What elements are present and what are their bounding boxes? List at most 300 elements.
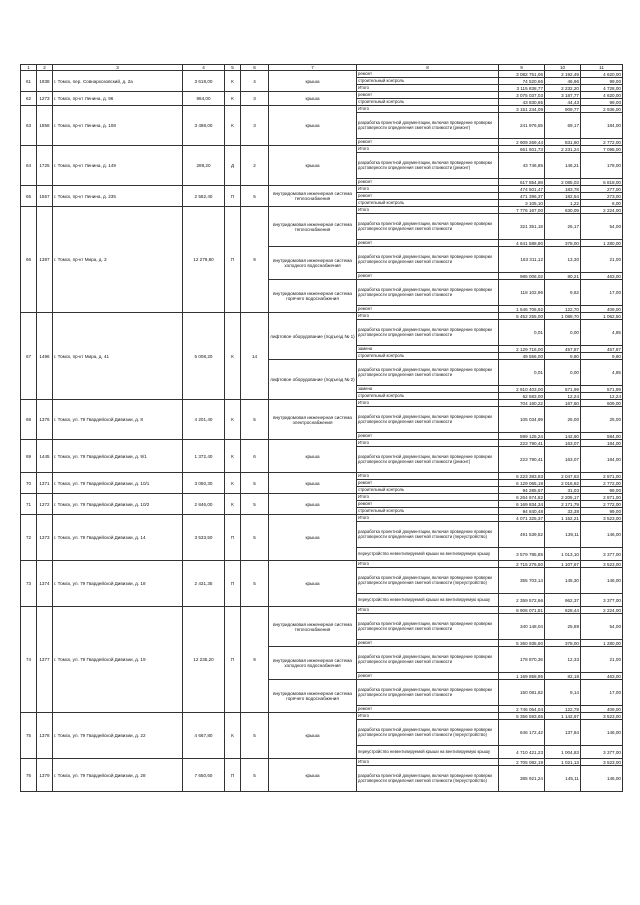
cost-value: 0,01	[499, 320, 545, 346]
row-number: 74	[21, 607, 37, 713]
row-number: 76	[21, 759, 37, 792]
house-id: 1374	[37, 561, 53, 607]
cost-value: 2 705 082,19	[499, 759, 545, 766]
floor-count: 5	[241, 400, 269, 440]
work-type: ремонт	[357, 92, 499, 99]
cost-value: 321 351,18	[499, 214, 545, 240]
house-id: 1387	[37, 207, 53, 313]
house-address: г. Томск, пр-кт Ленина, д. 235	[53, 186, 183, 207]
house-id: 1373	[37, 515, 53, 561]
table-row	[21, 713, 623, 720]
work-type: Итого	[357, 146, 499, 153]
max-unit-cost-value: 184,00	[581, 447, 623, 473]
max-unit-cost-value: 3 523,00	[581, 515, 623, 522]
table-row	[21, 146, 623, 153]
unit-cost-value: 145,11	[545, 766, 581, 792]
work-type: разработка проектной документации, включая проведение проверки достоверности определения сметной стоимости (ремонт)	[357, 447, 499, 473]
total-area: 289,20	[183, 146, 225, 186]
table-row	[21, 561, 623, 568]
unit-cost-value: 2 016,62	[545, 480, 581, 487]
cost-value: 2 715 276,50	[499, 561, 545, 568]
work-type: Итого	[357, 440, 499, 447]
unit-cost-value: 1 142,67	[545, 713, 581, 720]
max-unit-cost-value: 25,00	[581, 407, 623, 433]
work-type: ремонт	[357, 640, 499, 647]
work-type: ремонт	[357, 71, 499, 78]
cost-value: 704 160,22	[499, 400, 545, 407]
house-id: 1273	[37, 92, 53, 106]
work-type: переустройство невентилируемой крыши на вентилируемую крышу	[357, 594, 499, 607]
floor-count: 5	[241, 494, 269, 515]
repair-element: крыша	[269, 106, 357, 146]
column-number: 7	[269, 65, 357, 71]
work-type: разработка проектной документации, включая проведение проверки достоверности определения сметной стоимости (переустройство)	[357, 522, 499, 548]
work-type: разработка проектной документации, включая проведение проверки достоверности определения сметной стоимости	[357, 360, 499, 386]
total-area: 12 235,20	[183, 607, 225, 713]
unit-cost-value: 13,30	[545, 247, 581, 273]
cost-value: 2 909 269,44	[499, 139, 545, 146]
wall-material: К	[225, 713, 241, 759]
house-address: г. Томск, ул. 79 Гвардейской Дивизии, д. 10/1	[53, 473, 183, 494]
total-area: 3 618,00	[183, 71, 225, 92]
unit-cost-value: 630,09	[545, 207, 581, 214]
cost-value: 6 129 065,18	[499, 480, 545, 487]
wall-material: К	[225, 92, 241, 106]
row-number: 72	[21, 515, 37, 561]
repair-element: внутридомовая инженерная система электроснабжения	[269, 400, 357, 440]
row-number: 70	[21, 473, 37, 494]
max-unit-cost-value: 1 280,00	[581, 240, 623, 247]
unit-cost-value: 163,07	[545, 447, 581, 473]
cost-value: 2 746 054,04	[499, 706, 545, 713]
cost-value: 150 081,62	[499, 680, 545, 706]
house-address: г. Томск, ул. 79 Гвардейской Дивизии, д. 18	[53, 561, 183, 607]
house-address: г. Томск, ул. 79 Гвардейской Дивизии, д. 28	[53, 759, 183, 792]
max-unit-cost-value: 3 377,00	[581, 594, 623, 607]
max-unit-cost-value: 409,00	[581, 706, 623, 713]
work-type: Итого	[357, 313, 499, 320]
column-number: 3	[53, 65, 183, 71]
wall-material: К	[225, 400, 241, 440]
unit-cost-value: 31,03	[545, 487, 581, 494]
max-unit-cost-value: 2 224,00	[581, 607, 623, 614]
work-type: Итого	[357, 607, 499, 614]
work-type: разработка проектной документации, включая проведение проверки достоверности определения сметной стоимости	[357, 280, 499, 306]
work-type: ремонт	[357, 240, 499, 247]
table-row	[21, 400, 623, 407]
cost-value: 6 169 834,34	[499, 501, 545, 508]
unit-cost-value: 182,54	[545, 193, 581, 200]
table-row	[21, 207, 623, 214]
max-unit-cost-value: 3 523,00	[581, 759, 623, 766]
column-number: 4	[183, 65, 225, 71]
table-row	[21, 759, 623, 766]
unit-cost-value: 1 088,70	[545, 313, 581, 320]
work-type: ремонт	[357, 306, 499, 313]
max-unit-cost-value: 463,00	[581, 673, 623, 680]
work-type: ремонт	[357, 179, 499, 186]
row-number: 71	[21, 494, 37, 515]
table-row	[21, 92, 623, 99]
wall-material: П	[225, 759, 241, 792]
unit-cost-value: 46,96	[545, 78, 581, 85]
cost-value: 3 115 838,77	[499, 85, 545, 92]
work-type: ремонт	[357, 673, 499, 680]
max-unit-cost-value: 277,00	[581, 186, 623, 193]
cost-value: 491 539,52	[499, 522, 545, 548]
repair-element: внутридомовая инженерная система теплоснабжения	[269, 207, 357, 247]
row-number: 75	[21, 713, 37, 759]
unit-cost-value: 122,79	[545, 706, 581, 713]
max-unit-cost-value: 4 620,00	[581, 92, 623, 99]
unit-cost-value: 82,18	[545, 673, 581, 680]
wall-material: К	[225, 71, 241, 92]
house-id: 1557	[37, 186, 53, 207]
house-address: г. Томск, пр-кт Мира, д. 41	[53, 313, 183, 400]
column-number: 2	[37, 65, 53, 71]
max-unit-cost-value: 12,24	[581, 393, 623, 400]
cost-value: 646 172,42	[499, 720, 545, 746]
max-unit-cost-value: 17,00	[581, 280, 623, 306]
repair-element: крыша	[269, 759, 357, 792]
total-area: 12 279,80	[183, 207, 225, 313]
house-address: г. Томск, пр-кт Ленина, д. 149	[53, 146, 183, 186]
unit-cost-value: 3 187,77	[545, 92, 581, 99]
total-area: 4 201,40	[183, 400, 225, 440]
work-type: Итого	[357, 494, 499, 501]
unit-cost-value: 831,60	[545, 139, 581, 146]
wall-material: К	[225, 473, 241, 494]
cost-value: 2 359 572,66	[499, 594, 545, 607]
repair-element: внутридомовая инженерная система холодного водоснабжения	[269, 247, 357, 280]
work-type: ремонт	[357, 706, 499, 713]
repair-element: внутридомовая инженерная система горячего водоснабжения	[269, 280, 357, 313]
max-unit-cost-value: 3 523,00	[581, 713, 623, 720]
unit-cost-value: 137,84	[545, 720, 581, 746]
cost-value: 661 601,73	[499, 146, 545, 153]
unit-cost-value: 909,77	[545, 106, 581, 113]
work-type: ремонт	[357, 139, 499, 146]
unit-cost-value: 33,38	[545, 508, 581, 515]
column-number: 5	[225, 65, 241, 71]
floor-count: 5	[241, 759, 269, 792]
floor-count: 6	[241, 440, 269, 473]
repair-element: крыша	[269, 515, 357, 561]
row-number: 67	[21, 313, 37, 400]
unit-cost-value: 9,80	[545, 353, 581, 360]
max-unit-cost-value: 54,00	[581, 214, 623, 240]
house-id: 1379	[37, 759, 53, 792]
row-number: 68	[21, 400, 37, 440]
unit-cost-value: 80,21	[545, 273, 581, 280]
work-type: разработка проектной документации, включая проведение проверки достоверности определения сметной стоимости (ремонт)	[357, 113, 499, 139]
total-area: 3 533,50	[183, 515, 225, 561]
max-unit-cost-value: 6 818,00	[581, 179, 623, 186]
cost-value: 223 790,41	[499, 440, 545, 447]
max-unit-cost-value: 457,87	[581, 346, 623, 353]
unit-cost-value: 962,37	[545, 594, 581, 607]
max-unit-cost-value: 6,00	[581, 200, 623, 207]
work-type: строительный контроль	[357, 393, 499, 400]
cost-value: 1 169 858,95	[499, 673, 545, 680]
work-type: переустройство невентилируемой крыши на вентилируемую крышу	[357, 746, 499, 759]
table-row	[21, 515, 623, 522]
max-unit-cost-value: 463,00	[581, 273, 623, 280]
unit-cost-value: 139,11	[545, 522, 581, 548]
floor-count: 4	[241, 71, 269, 92]
work-type: разработка проектной документации, включая проведение проверки достоверности определения сметной стоимости (переустройство)	[357, 720, 499, 746]
cost-value: 3 151 244,09	[499, 106, 545, 113]
max-unit-cost-value: 178,00	[581, 153, 623, 179]
max-unit-cost-value: 2 871,00	[581, 494, 623, 501]
house-id: 1858	[37, 106, 53, 146]
unit-cost-value: 122,70	[545, 306, 581, 313]
floor-count: 5	[241, 515, 269, 561]
unit-cost-value: 9,62	[545, 280, 581, 306]
work-type: ремонт	[357, 501, 499, 508]
work-type: переустройство невентилируемой крыши на вентилируемую крышу	[357, 548, 499, 561]
total-area: 3 498,00	[183, 106, 225, 146]
work-type: строительный контроль	[357, 508, 499, 515]
max-unit-cost-value: 146,00	[581, 568, 623, 594]
work-type: ремонт	[357, 273, 499, 280]
cost-value: 105 034,99	[499, 407, 545, 433]
work-type: ремонт	[357, 193, 499, 200]
house-id: 1938	[37, 71, 53, 92]
cost-value: 4 710 421,23	[499, 746, 545, 759]
work-type: строительный контроль	[357, 78, 499, 85]
work-type: Итого	[357, 515, 499, 522]
work-type: разработка проектной документации, включая проведение проверки достоверности определения сметной стоимости	[357, 320, 499, 346]
cost-value: 8 906 071,81	[499, 607, 545, 614]
work-type: Итого	[357, 186, 499, 193]
cost-value: 3 082 751,06	[499, 71, 545, 78]
house-id: 1496	[37, 313, 53, 400]
total-area: 7 650,60	[183, 759, 225, 792]
cost-value: 178 870,36	[499, 647, 545, 673]
max-unit-cost-value: 99,00	[581, 487, 623, 494]
row-number: 61	[21, 71, 37, 92]
row-number: 64	[21, 146, 37, 186]
wall-material: К	[225, 440, 241, 473]
unit-cost-value: 183,78	[545, 186, 581, 193]
floor-count: 14	[241, 313, 269, 400]
unit-cost-value: 1 152,21	[545, 515, 581, 522]
house-address: г. Томск, ул. 79 Гвардейской Дивизии, д. 8	[53, 400, 183, 440]
cost-value: 471 396,37	[499, 193, 545, 200]
work-type: разработка проектной документации, включая проведение проверки достоверности определения сметной стоимости	[357, 647, 499, 673]
house-address: г. Томск, ул. 79 Гвардейской Дивизии, д. 9/1	[53, 440, 183, 473]
work-type: ремонт	[357, 433, 499, 440]
cost-value: 5 360 935,60	[499, 640, 545, 647]
cost-value: 4 641 588,80	[499, 240, 545, 247]
column-number: 6	[241, 65, 269, 71]
repair-element: крыша	[269, 473, 357, 494]
wall-material: П	[225, 207, 241, 313]
max-unit-cost-value: 99,00	[581, 78, 623, 85]
total-area: 5 008,20	[183, 313, 225, 400]
unit-cost-value: 2 231,24	[545, 146, 581, 153]
column-number: 11	[581, 65, 623, 71]
floor-count: 5	[241, 713, 269, 759]
work-type: Итого	[357, 561, 499, 568]
floor-count: 5	[241, 473, 269, 494]
unit-cost-value: 2 192,49	[545, 71, 581, 78]
house-address: г. Томск, ул. 79 Гвардейской Дивизии, д. 22	[53, 713, 183, 759]
cost-value: 3 579 785,85	[499, 548, 545, 561]
work-type: строительный контроль	[357, 353, 499, 360]
work-type: строительный контроль	[357, 200, 499, 207]
unit-cost-value: 0,00	[545, 320, 581, 346]
total-area: 3 050,30	[183, 473, 225, 494]
total-area: 2 431,35	[183, 561, 225, 607]
cost-value: 94 285,67	[499, 487, 545, 494]
unit-cost-value: 1 013,10	[545, 548, 581, 561]
cost-value: 355 703,14	[499, 568, 545, 594]
unit-cost-value: 628,44	[545, 607, 581, 614]
cost-value: 5 452 255,00	[499, 313, 545, 320]
max-unit-cost-value: 21,00	[581, 647, 623, 673]
cost-value: 118 102,96	[499, 280, 545, 306]
max-unit-cost-value: 99,00	[581, 99, 623, 106]
cost-value: 3 105,10	[499, 200, 545, 207]
row-number: 73	[21, 561, 37, 607]
max-unit-cost-value: 146,00	[581, 522, 623, 548]
work-type: разработка проектной документации, включая проведение проверки достоверности определения сметной стоимости (ремонт)	[357, 153, 499, 179]
max-unit-cost-value: 9,80	[581, 353, 623, 360]
max-unit-cost-value: 1 280,00	[581, 640, 623, 647]
cost-value: 3 075 037,03	[499, 92, 545, 99]
unit-cost-value: 1 107,67	[545, 561, 581, 568]
cost-value: 94 840,48	[499, 508, 545, 515]
unit-cost-value: 1 004,83	[545, 746, 581, 759]
floor-count: 9	[241, 207, 269, 313]
repair-element: крыша	[269, 713, 357, 759]
max-unit-cost-value: 273,00	[581, 193, 623, 200]
work-type: ремонт	[357, 480, 499, 487]
table-row	[21, 494, 623, 501]
house-id: 1445	[37, 440, 53, 473]
work-type: Итого	[357, 473, 499, 480]
work-type: Итого	[357, 207, 499, 214]
cost-value: 340 148,04	[499, 614, 545, 640]
wall-material: К	[225, 494, 241, 515]
max-unit-cost-value: 1 062,50	[581, 313, 623, 320]
max-unit-cost-value: 571,99	[581, 386, 623, 393]
wall-material: П	[225, 186, 241, 207]
cost-value: 2 129 716,00	[499, 346, 545, 353]
work-type: замена	[357, 386, 499, 393]
wall-material: К	[225, 313, 241, 400]
work-type: Итого	[357, 106, 499, 113]
wall-material: П	[225, 561, 241, 607]
house-address: г. Томск, ул. 79 Гвардейской Дивизии, д. 10/2	[53, 494, 183, 515]
wall-material: К	[225, 106, 241, 146]
max-unit-cost-value: 4,85	[581, 320, 623, 346]
house-id: 1376	[37, 400, 53, 440]
repair-element: внутридомовая инженерная система горячего водоснабжения	[269, 680, 357, 713]
floor-count: 3	[241, 92, 269, 106]
max-unit-cost-value: 2 936,00	[581, 106, 623, 113]
cost-value: 985 006,02	[499, 273, 545, 280]
max-unit-cost-value: 2 224,00	[581, 207, 623, 214]
cost-value: 1 546 706,92	[499, 306, 545, 313]
unit-cost-value: 2 047,63	[545, 473, 581, 480]
floor-count: 3	[241, 106, 269, 146]
max-unit-cost-value: 2 772,00	[581, 501, 623, 508]
max-unit-cost-value: 184,00	[581, 113, 623, 139]
work-type: разработка проектной документации, включая проведение проверки достоверности определения сметной стоимости	[357, 407, 499, 433]
unit-cost-value: 69,17	[545, 113, 581, 139]
cost-value: 617 854,88	[499, 179, 545, 186]
unit-cost-value: 378,00	[545, 240, 581, 247]
table-row	[21, 71, 623, 78]
max-unit-cost-value: 609,00	[581, 400, 623, 407]
wall-material: П	[225, 607, 241, 713]
total-area: 2 846,00	[183, 494, 225, 515]
max-unit-cost-value: 3 523,00	[581, 561, 623, 568]
repair-element: лифтовое оборудование (подъезд № 1)	[269, 313, 357, 360]
max-unit-cost-value: 2 871,00	[581, 473, 623, 480]
unit-cost-value: 1 021,13	[545, 759, 581, 766]
work-type: разработка проектной документации, включая проведение проверки достоверности определения сметной стоимости	[357, 214, 499, 240]
floor-count: 2	[241, 146, 269, 186]
repair-element: крыша	[269, 146, 357, 186]
row-number: 69	[21, 440, 37, 473]
max-unit-cost-value: 2 772,00	[581, 139, 623, 146]
max-unit-cost-value: 4 728,00	[581, 85, 623, 92]
repair-element: крыша	[269, 494, 357, 515]
unit-cost-value: 145,30	[545, 568, 581, 594]
max-unit-cost-value: 409,00	[581, 306, 623, 313]
unit-cost-value: 2 085,03	[545, 179, 581, 186]
house-address: г. Томск, пр-кт Ленина, д. 108	[53, 106, 183, 146]
total-area: 1 372,40	[183, 440, 225, 473]
unit-cost-value: 167,60	[545, 400, 581, 407]
unit-cost-value: 1,22	[545, 200, 581, 207]
cost-value: 2 910 403,00	[499, 386, 545, 393]
cost-value: 74 520,66	[499, 78, 545, 85]
repair-element: внутридомовая инженерная система теплоснабжения	[269, 186, 357, 207]
repair-element: внутридомовая инженерная система теплоснабжения	[269, 607, 357, 647]
work-type: разработка проектной документации, включая проведение проверки достоверности определения сметной стоимости	[357, 680, 499, 706]
total-area: 964,00	[183, 92, 225, 106]
work-type: разработка проектной документации, включая проведение проверки достоверности определения сметной стоимости	[357, 614, 499, 640]
work-type: разработка проектной документации, включая проведение проверки достоверности определения сметной стоимости (переустройство)	[357, 568, 499, 594]
max-unit-cost-value: 3 377,00	[581, 548, 623, 561]
floor-count: 5	[241, 561, 269, 607]
table-row	[21, 186, 623, 193]
max-unit-cost-value: 4,85	[581, 360, 623, 386]
max-unit-cost-value: 54,00	[581, 614, 623, 640]
max-unit-cost-value: 4 620,00	[581, 71, 623, 78]
cost-value: 6 223 383,83	[499, 473, 545, 480]
unit-cost-value: 2 171,79	[545, 501, 581, 508]
unit-cost-value: 146,21	[545, 153, 581, 179]
unit-cost-value: 26,17	[545, 214, 581, 240]
wall-material: Д	[225, 146, 241, 186]
capital-repair-table	[20, 64, 623, 792]
cost-value: 43 746,85	[499, 153, 545, 179]
work-type: Итого	[357, 713, 499, 720]
cost-value: 6 264 674,82	[499, 494, 545, 501]
unit-cost-value: 25,89	[545, 614, 581, 640]
max-unit-cost-value: 3 377,00	[581, 746, 623, 759]
floor-count: 5	[241, 186, 269, 207]
column-number: 8	[357, 65, 499, 71]
house-address: г. Томск, ул. 79 Гвардейской Дивизии, д. 19	[53, 607, 183, 713]
repair-element: крыша	[269, 440, 357, 473]
